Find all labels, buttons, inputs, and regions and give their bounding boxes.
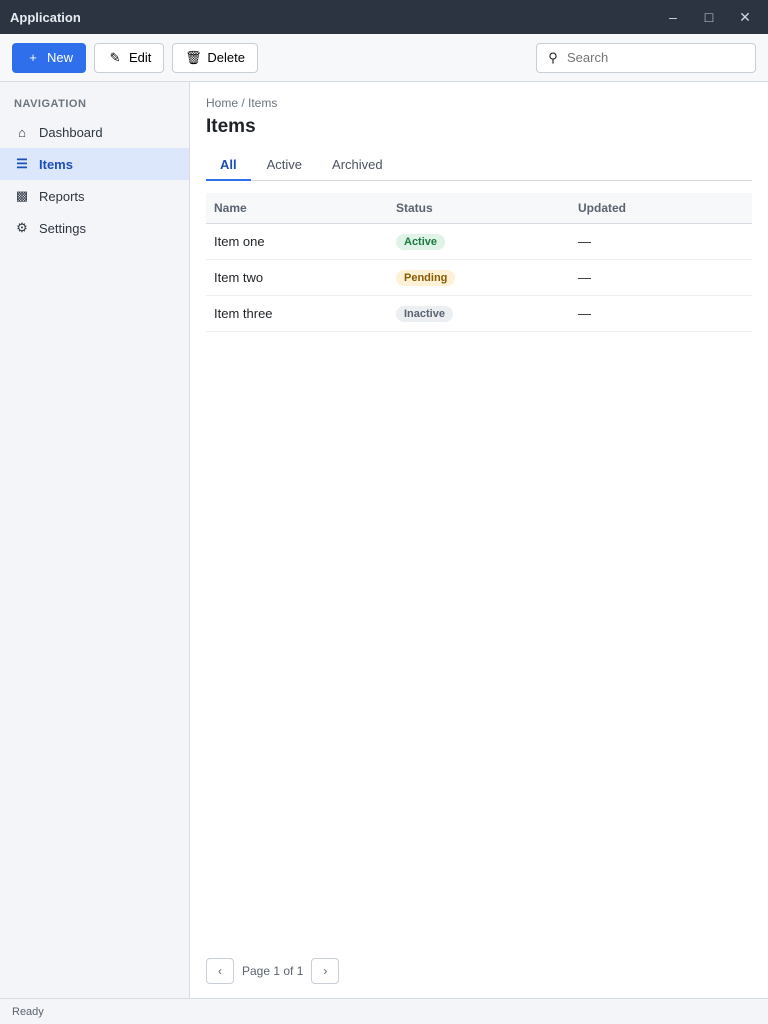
status-badge: Inactive — [396, 306, 453, 322]
sidebar-item-label: Items — [39, 156, 73, 172]
previous-page-button[interactable] — [206, 958, 234, 984]
sidebar-item-dashboard[interactable] — [0, 116, 189, 148]
sidebar-item-label: Reports — [39, 188, 85, 204]
sidebar-item-items[interactable] — [0, 148, 189, 180]
items-table — [206, 193, 752, 332]
status-text: Ready — [12, 1005, 44, 1018]
column-header-updated[interactable]: Updated — [570, 193, 752, 224]
edit-button-label: Edit — [129, 50, 152, 65]
maximize-icon[interactable]: □ — [704, 9, 714, 25]
main-panel — [190, 82, 768, 998]
table-row[interactable] — [206, 296, 752, 332]
cell-name: Item two — [206, 260, 388, 296]
page-title: Items — [206, 116, 256, 137]
sidebar-item-reports[interactable] — [0, 180, 189, 212]
cell-updated: — — [570, 224, 752, 260]
sidebar-item-settings[interactable] — [0, 212, 189, 244]
cell-status — [388, 224, 570, 260]
sidebar — [0, 82, 190, 998]
table-footer — [206, 948, 752, 984]
table-row[interactable] — [206, 260, 752, 296]
sidebar-item-label: Settings — [39, 220, 86, 236]
pencil-icon: ✎ — [109, 49, 121, 65]
cell-name: Item one — [206, 224, 388, 260]
cell-status — [388, 296, 570, 332]
new-button-label: New — [47, 50, 74, 65]
tab-archived[interactable]: Archived — [332, 157, 383, 172]
body-row — [0, 82, 768, 998]
status-badge: Active — [396, 234, 445, 250]
column-header-status[interactable]: Status — [388, 193, 570, 224]
status-bar — [0, 998, 768, 1024]
chart-icon: ▩ — [15, 188, 29, 203]
title-bar — [0, 0, 768, 34]
pager-text: Page 1 of 1 — [242, 964, 304, 978]
cell-status — [388, 260, 570, 296]
edit-button[interactable] — [94, 43, 164, 73]
search-icon: ⚲ — [548, 49, 558, 65]
delete-button[interactable] — [172, 43, 258, 73]
home-icon: ⌂ — [18, 124, 26, 140]
tab-all[interactable]: All — [206, 150, 251, 181]
status-badge: Pending — [396, 270, 455, 286]
minimize-icon[interactable]: – — [669, 9, 677, 25]
window-title: Application — [10, 9, 81, 25]
table-header-row — [206, 193, 752, 224]
sidebar-item-label: Dashboard — [39, 124, 103, 140]
plus-icon: + — [29, 50, 37, 65]
next-page-button[interactable] — [311, 958, 339, 984]
delete-button-label: Delete — [207, 50, 245, 65]
chevron-left-icon: ‹ — [218, 964, 222, 978]
close-icon[interactable]: ✕ — [739, 8, 751, 25]
toolbar — [0, 34, 768, 82]
chevron-right-icon: › — [323, 964, 328, 978]
search-box — [536, 43, 756, 73]
list-icon: ☰ — [16, 156, 28, 171]
cell-updated: — — [570, 296, 752, 332]
gear-icon: ⚙ — [16, 220, 28, 235]
cell-name: Item three — [206, 296, 388, 332]
sidebar-heading: NAVIGATION — [14, 98, 87, 110]
tab-bar — [206, 150, 752, 181]
table-row[interactable] — [206, 224, 752, 260]
tab-active[interactable]: Active — [266, 157, 303, 172]
search-input[interactable] — [567, 50, 747, 65]
trash-icon: 🗑 — [185, 49, 202, 65]
cell-updated: — — [570, 260, 752, 296]
breadcrumb: Home / Items — [206, 96, 278, 110]
column-header-name[interactable]: Name — [206, 193, 388, 224]
new-button[interactable] — [12, 43, 86, 73]
